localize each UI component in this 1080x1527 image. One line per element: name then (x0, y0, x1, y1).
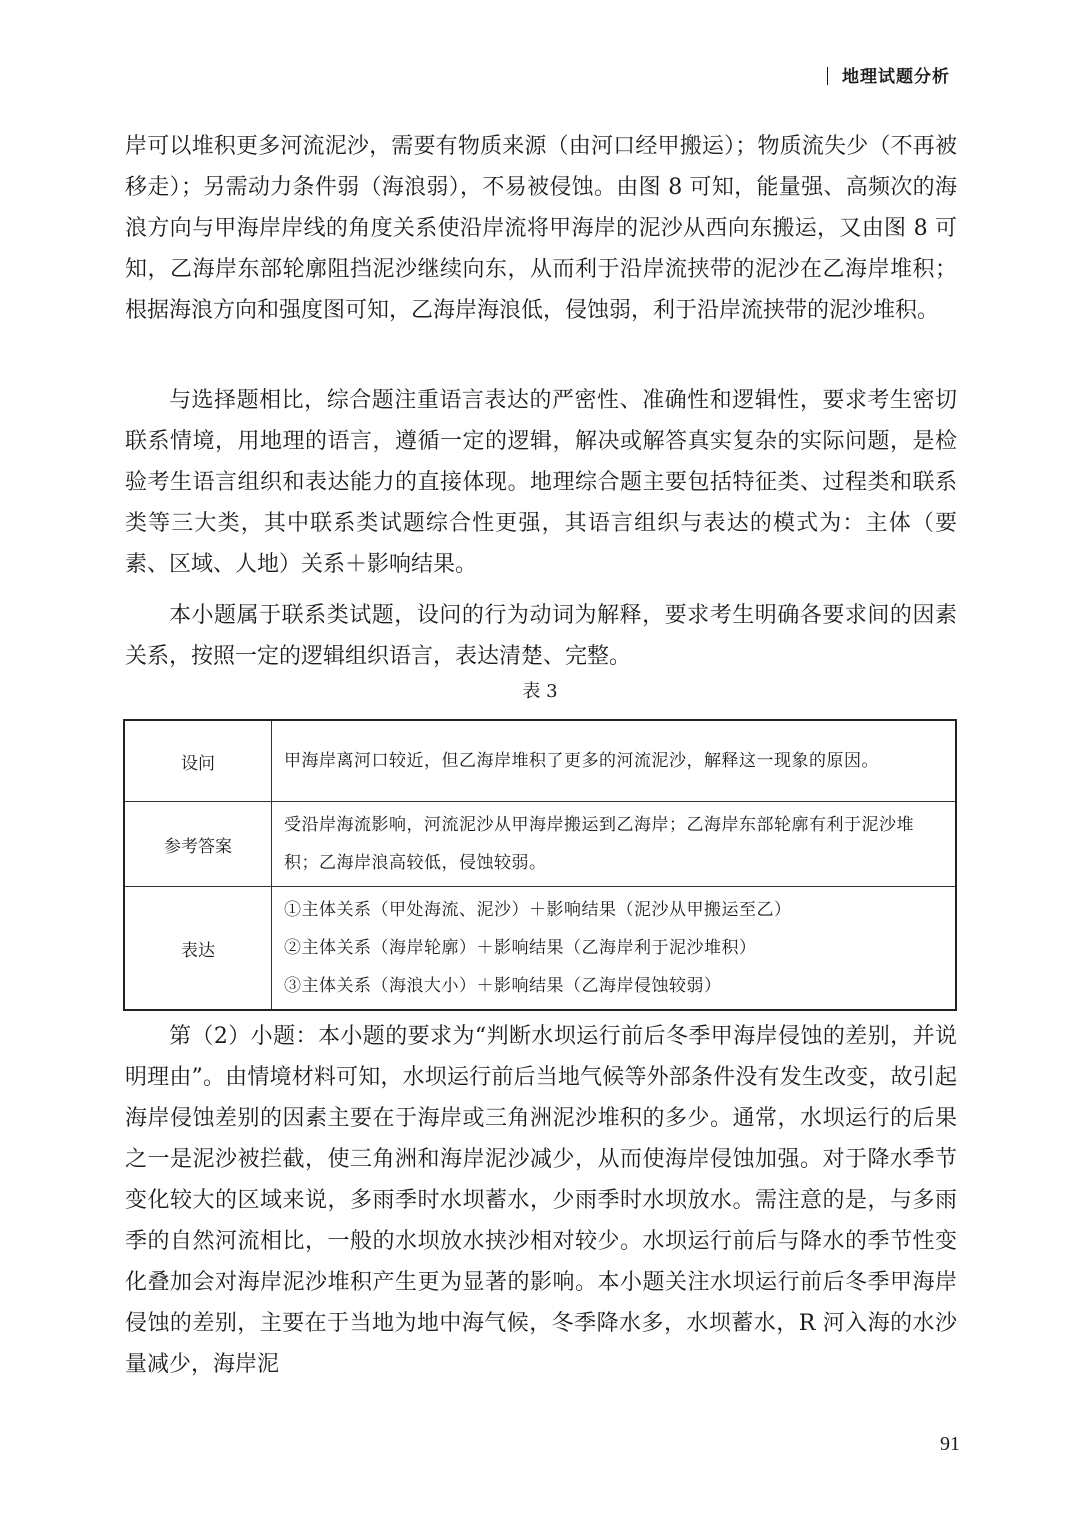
header-section-title: 地理试题分析 (842, 67, 950, 87)
expression-line-1: ①主体关系（甲处海流、泥沙）＋影响结果（泥沙从甲搬运至乙） (284, 900, 792, 920)
expression-line-3: ③主体关系（海浪大小）＋影响结果（乙海岸侵蚀较弱） (284, 976, 722, 996)
row-content-answer: 受沿岸海流影响，河流泥沙从甲海岸搬运到乙海岸；乙海岸东部轮廓有利于泥沙堆积；乙海岸浪高较低，侵蚀较弱。 (272, 802, 957, 887)
row-label-answer: 参考答案 (124, 802, 272, 887)
table-3 (123, 719, 957, 1011)
paragraph-2: 与选择题相比，综合题注重语言表达的严密性、准确性和逻辑性，要求考生密切联系情境，用地理的语言，遵循一定的逻辑，解决或解答真实复杂的实际问题，是检验考生语言组织和表达能力的直接体现。地理综合题主要包括特征类、过程类和联系类等三大类，其中联系类试题综合性更强，其语言组织与表达的模式为：主体（要素、区域、人地）关系＋影响结果。 (125, 388, 957, 577)
table-caption: 表 3 (522, 681, 558, 702)
header-divider (827, 67, 828, 85)
table-row-question (124, 720, 956, 802)
paragraph-3: 本小题属于联系类试题，设问的行为动词为解释，要求考生明确各要求间的因素关系，按照一定的逻辑组织语言，表达清楚、完整。 (125, 603, 957, 669)
row-content-question: 甲海岸离河口较近，但乙海岸堆积了更多的河流泥沙，解释这一现象的原因。 (272, 720, 957, 802)
page-number: 91 (940, 1433, 960, 1455)
expression-line-2: ②主体关系（海岸轮廓）＋影响结果（乙海岸利于泥沙堆积） (284, 938, 757, 958)
row-content-expression (272, 887, 957, 1011)
table-row-answer (124, 802, 956, 887)
paragraph-4: 第（2）小题：本小题的要求为“判断水坝运行前后冬季甲海岸侵蚀的差别，并说明理由”。由情境材料可知，水坝运行前后当地气候等外部条件没有发生改变，故引起海岸侵蚀差别的因素主要在于海岸或三角洲泥沙堆积的多少。通常，水坝运行的后果之一是泥沙被拦截，使三角洲和海岸泥沙减少，从而使海岸侵蚀加强。对于降水季节变化较大的区域来说，多雨季时水坝蓄水，少雨季时水坝放水。需注意的是，与多雨季的自然河流相比，一般的水坝放水挟沙相对较少。水坝运行前后与降水的季节性变化叠加会对海岸泥沙堆积产生更为显著的影响。本小题关注水坝运行前后冬季甲海岸侵蚀的差别，主要在于当地为地中海气候，冬季降水多，水坝蓄水，R 河入海的水沙量减少，海岸泥 (125, 1024, 957, 1377)
running-header (827, 62, 950, 87)
table-row-expression (124, 887, 956, 1011)
paragraph-1: 岸可以堆积更多河流泥沙，需要有物质来源（由河口经甲搬运）；物质流失少（不再被移走）；另需动力条件弱（海浪弱），不易被侵蚀。由图 8 可知，能量强、高频次的海浪方向与甲海岸岸线的角度关系使沿岸流将甲海岸的泥沙从西向东搬运，又由图 8 可知，乙海岸东部轮廓阻挡泥沙继续向东，从而利于沿岸流挟带的泥沙在乙海岸堆积；根据海浪方向和强度图可知，乙海岸海浪低，侵蚀弱，利于沿岸流挟带的泥沙堆积。 (125, 134, 957, 323)
row-label-question: 设问 (124, 720, 272, 802)
row-label-expression: 表达 (124, 887, 272, 1011)
